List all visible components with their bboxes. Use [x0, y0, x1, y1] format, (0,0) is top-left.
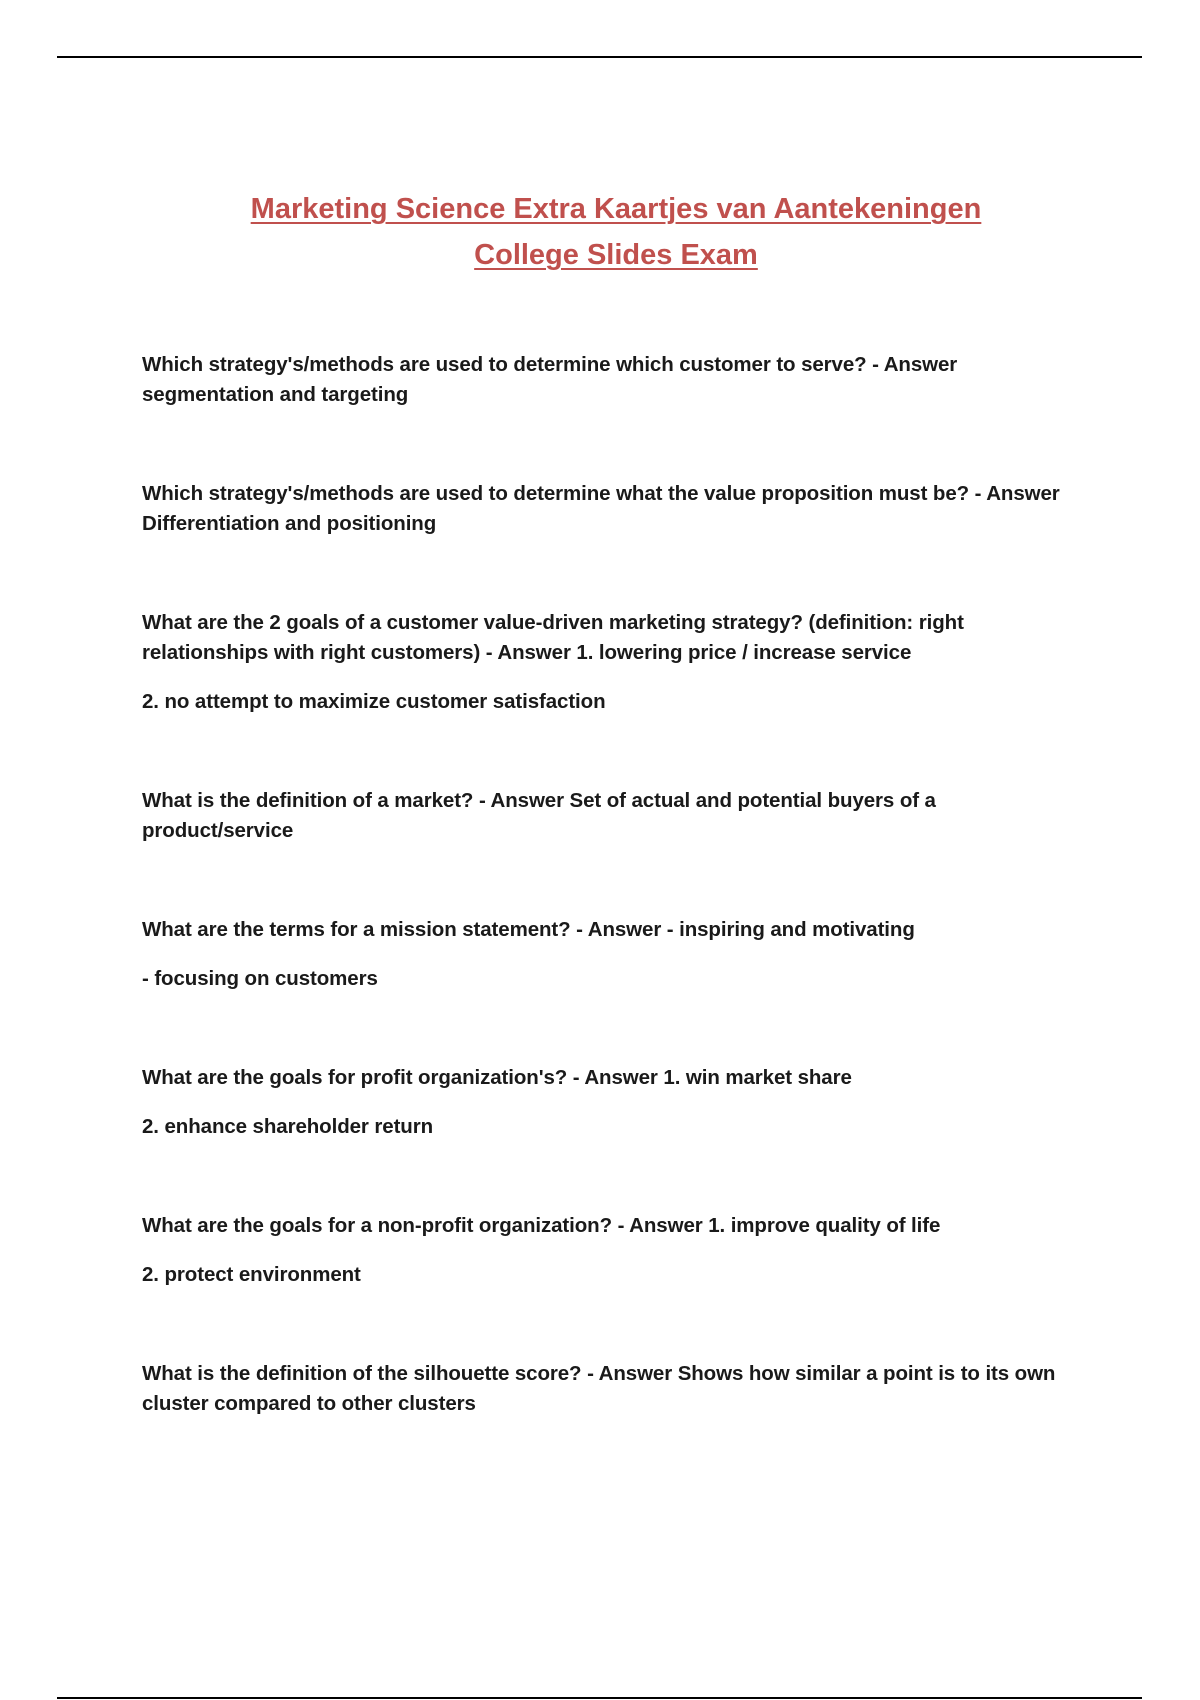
flashcard-question-answer: What is the definition of the silhouette score? - Answer Shows how similar a point is to its own cluster compared to other clusters: [142, 1362, 1056, 1415]
flashcard: [142, 1063, 1082, 1142]
flashcard-question-answer: What are the 2 goals of a customer value-driven marketing strategy? (definition: right relationships with right customers) - Answer 1. lowering price / increase service: [142, 611, 964, 664]
document-title: [0, 186, 1200, 278]
flashcard: [142, 479, 1082, 539]
flashcard-question-answer: Which strategy's/methods are used to determine what the value proposition must be? - Answer Differentiation and positioning: [142, 482, 1060, 535]
flashcard-answer-continuation: - focusing on customers: [142, 967, 378, 990]
flashcard-answer-continuation: 2. protect environment: [142, 1263, 361, 1286]
flashcard-answer-continuation: 2. no attempt to maximize customer satisfaction: [142, 690, 606, 713]
flashcard-question-answer: What is the definition of a market? - Answer Set of actual and potential buyers of a product/service: [142, 789, 936, 842]
document-title-line-2: College Slides Exam: [474, 239, 758, 271]
flashcard-question-answer: What are the goals for profit organization's? - Answer 1. win market share: [142, 1066, 852, 1089]
flashcard-question-answer: Which strategy's/methods are used to determine which customer to serve? - Answer segmentation and targeting: [142, 353, 958, 406]
bottom-rule: [57, 1697, 1142, 1699]
flashcard: [142, 1359, 1082, 1419]
flashcard: [142, 1211, 1082, 1290]
flashcard: [142, 350, 1082, 410]
flashcard: [142, 786, 1082, 846]
flashcard: [142, 915, 1082, 994]
flashcard-answer-continuation: 2. enhance shareholder return: [142, 1115, 434, 1138]
flashcard: [142, 608, 1082, 717]
top-rule: [57, 56, 1142, 58]
document-title-line-1: Marketing Science Extra Kaartjes van Aantekeningen: [250, 193, 982, 225]
flashcard-list: [142, 350, 1082, 1488]
flashcard-question-answer: What are the goals for a non-profit organization? - Answer 1. improve quality of life: [142, 1214, 941, 1237]
flashcard-question-answer: What are the terms for a mission statement? - Answer - inspiring and motivating: [142, 918, 915, 941]
